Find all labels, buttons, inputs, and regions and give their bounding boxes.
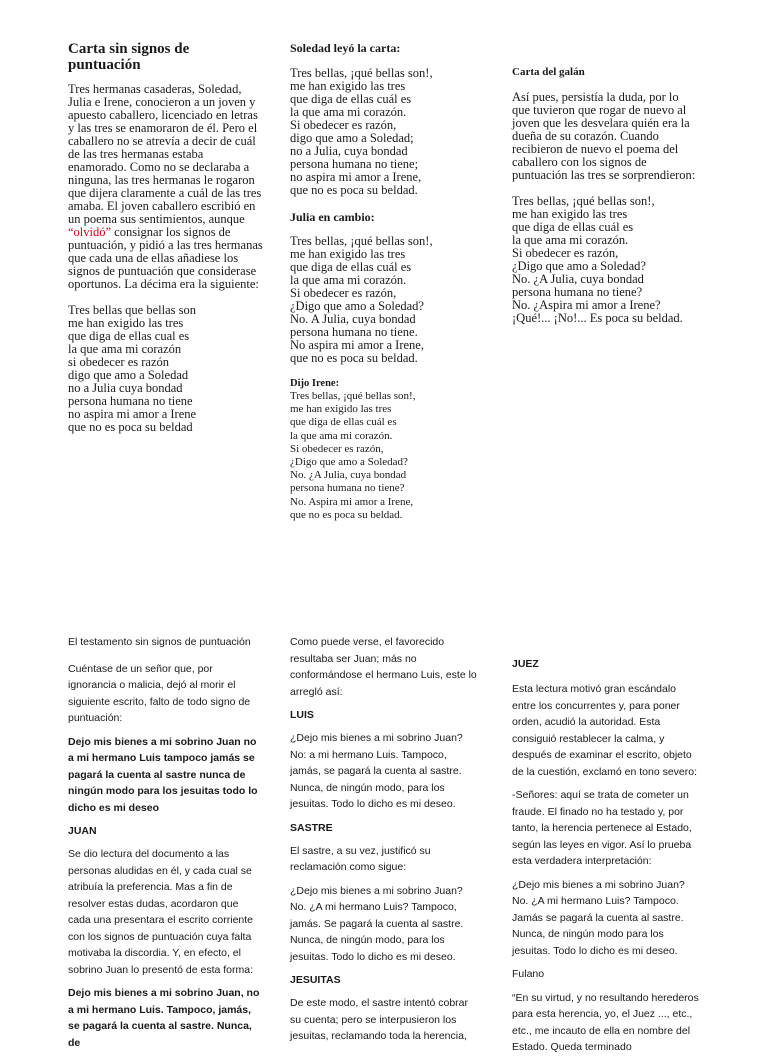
- luis-intro: Como puede verse, el favorecido resultaba ser Juan; más no conformándose el hermano Luis, este lo arregló así:: [290, 636, 477, 698]
- juez-paragraph-1: Esta lectura motivó gran escándalo entre los concurrentes y, para poner orden, acudió la autoridad. Esta consiguió restablecer la calma, y después de examinar el escrito, objeto de la cuestión, exclamó en tono severo:: [512, 683, 698, 778]
- juan-version: Dejo mis bienes a mi sobrino Juan, no a mi hermano Luis. Tampoco, jamás, se pagará la cuenta al sastre. Nunca, de: [68, 987, 260, 1049]
- original-poem: Tres bellas que bellas son me han exigido las tres que diga de ellas cual es la que ama mi corazón si obedecer es razón digo que amo a Soledad no a Julia cuya bondad persona humana no tiene no aspira mi amor a Irene que no es poca su beldad: [68, 303, 197, 434]
- letter-title: Carta sin signos de puntuación: [68, 41, 190, 73]
- top-column-1: [68, 41, 264, 434]
- intro-highlight: “olvidó”: [68, 225, 112, 239]
- soledad-heading: Soledad leyó la carta:: [290, 41, 401, 55]
- sastre-version: ¿Dejo mis bienes a mi sobrino Juan? No. ¿A mi hermano Luis? Tampoco, jamás. Se pagará la cuenta al sastre. Nunca, de ningún modo, para los jesuitas. Todo lo dicho es mi deseo.: [290, 884, 464, 963]
- juez-label: JUEZ: [512, 658, 539, 670]
- top-column-3: [512, 66, 696, 325]
- will-text: Dejo mis bienes a mi sobrino Juan no a mi hermano Luis tampoco jamás se pagará la cuenta al sastre nunca de ningún modo para los jesuitas todo lo dicho es mi deseo: [68, 735, 258, 814]
- julia-poem: Tres bellas, ¡qué bellas son!, me han exigido las tres que diga de ellas cuál es la que ama mi corazón. Si obedecer es razón, ¿Digo que amo a Soledad? No. A Julia, cuya bondad persona humana no tiene. No aspira mi amor a Irene, que no es poca su beldad.: [290, 234, 433, 365]
- sastre-intro: El sastre, a su vez, justificó su reclamación como sigue:: [290, 844, 431, 873]
- bottom-column-3: [512, 656, 702, 1063]
- juez-paragraph-2: -Señores: aquí se trata de cometer un fraude. El finado no ha testado y, por tanto, la herencia pertenece al Estado, según las leyes en vigor. Así lo prueba esta verdadera interpretación:: [512, 789, 692, 867]
- sastre-label: SASTRE: [290, 821, 333, 834]
- julia-heading: Julia en cambio:: [290, 210, 375, 224]
- intro-text-before: Tres hermanas casaderas, Soledad, Julia e Irene, conocieron a un joven y apuesto caballero, licenciado en letras y las tres se enamoraron de él. Pero el caballero no se atrevía a decir de cuál de las tres hermanas estaba enamorado. Como no se declaraba a ninguna, las tres hermanas le rogaron que dijera claramente a cuál de las tres amaba. El joven caballero escribió en un poema sus sentimientos, aunque: [68, 82, 262, 226]
- soledad-poem: Tres bellas, ¡qué bellas son!, me han exigido las tres que diga de ellas cuál es la que ama mi corazón. Si obedecer es razón, digo que amo a Soledad; no a Julia, cuya bondad persona humana no tiene; no aspira mi amor a Irene, que no es poca su beldad.: [290, 66, 433, 197]
- intro-text-after: consignar los signos de puntuación, y pidió a las tres hermanas que cada una de ellas añadiese los signos de puntuación que considerase oportunos. La décima era la siguiente:: [68, 225, 263, 291]
- irene-poem: Tres bellas, ¡qué bellas son!, me han exigido las tres que diga de ellas cuál es la que ama mi corazón. Si obedecer es razón, ¿Digo que amo a Soledad? No. ¿A Julia, cuya bondad persona humana no tiene? No. Aspira mi amor a Irene, que no es poca su beldad.: [290, 390, 416, 521]
- juez-version: ¿Dejo mis bienes a mi sobrino Juan? No. ¿A mi hermano Luis? Tampoco. Jamás se pagará la cuenta al sastre. Nunca, de ningún modo para los jesuitas. Todo lo dicho es mi deseo.: [512, 878, 685, 957]
- will-intro: Cuéntase de un señor que, por ignorancia o malicia, dejó al morir el siguiente escrito, falto de todo signo de puntuación:: [68, 662, 251, 724]
- will-title: El testamento sin signos de puntuación: [68, 636, 251, 648]
- jesuitas-label: JESUITAS: [290, 974, 341, 986]
- gallant-letter-heading: Carta del galán: [512, 66, 585, 78]
- bottom-column-2: [290, 634, 480, 1052]
- fulano-paragraph: “En su virtud, y no resultando herederos para esta herencia, yo, el Juez ..., etc., etc., me incauto de ella en nombre del Estado. Queda terminado: [512, 991, 699, 1053]
- luis-version: ¿Dejo mis bienes a mi sobrino Juan? No: a mi hermano Luis. Tampoco, jamás, se pagará la cuenta al sastre. Nunca, de ningún modo, para los jesuitas. Todo lo dicho es mi deseo.: [290, 732, 463, 810]
- luis-label: LUIS: [290, 709, 314, 721]
- jesuitas-paragraph: De este modo, el sastre intentó cobrar su cuenta; pero se interpusieron los jesuitas, reclamando toda la herencia,: [290, 997, 469, 1042]
- irene-heading: Dijo Irene:: [290, 378, 340, 389]
- reading-paragraph: Se dio lectura del documento a las personas aludidas en él, y cada cual se atribuía la preferencia. Mas a fin de resolver estas dudas, acordaron que cada una presentara el escrito corriente con los signos de puntuación cuya falta motivaba la discordia. Y, en efecto, el sobrino Juan lo presentó de esta forma:: [68, 848, 254, 976]
- top-column-2: [290, 41, 490, 522]
- gallant-poem: Tres bellas, ¡qué bellas son!, me han exigido las tres que diga de ellas cuál es la que ama mi corazón. Si obedecer es razón, ¿Digo que amo a Soledad? No. ¿A Julia, cuya bondad persona humana no tiene? No. ¿Aspira mi amor a Irene? ¡Qué!... ¡No!... Es poca su beldad.: [512, 194, 683, 325]
- fulano-label: Fulano: [512, 968, 545, 980]
- bottom-column-1: [68, 634, 264, 1058]
- juan-label: JUAN: [68, 825, 97, 837]
- letter-intro: [68, 83, 264, 291]
- gallant-intro: Así pues, persistía la duda, por lo que tuvieron que rogar de nuevo al joven que les desvelara quién era la dueña de su corazón. Cuando recibieron de nuevo el poema del caballero con los signos de puntuación las tres se sorprendieron:: [512, 90, 696, 182]
